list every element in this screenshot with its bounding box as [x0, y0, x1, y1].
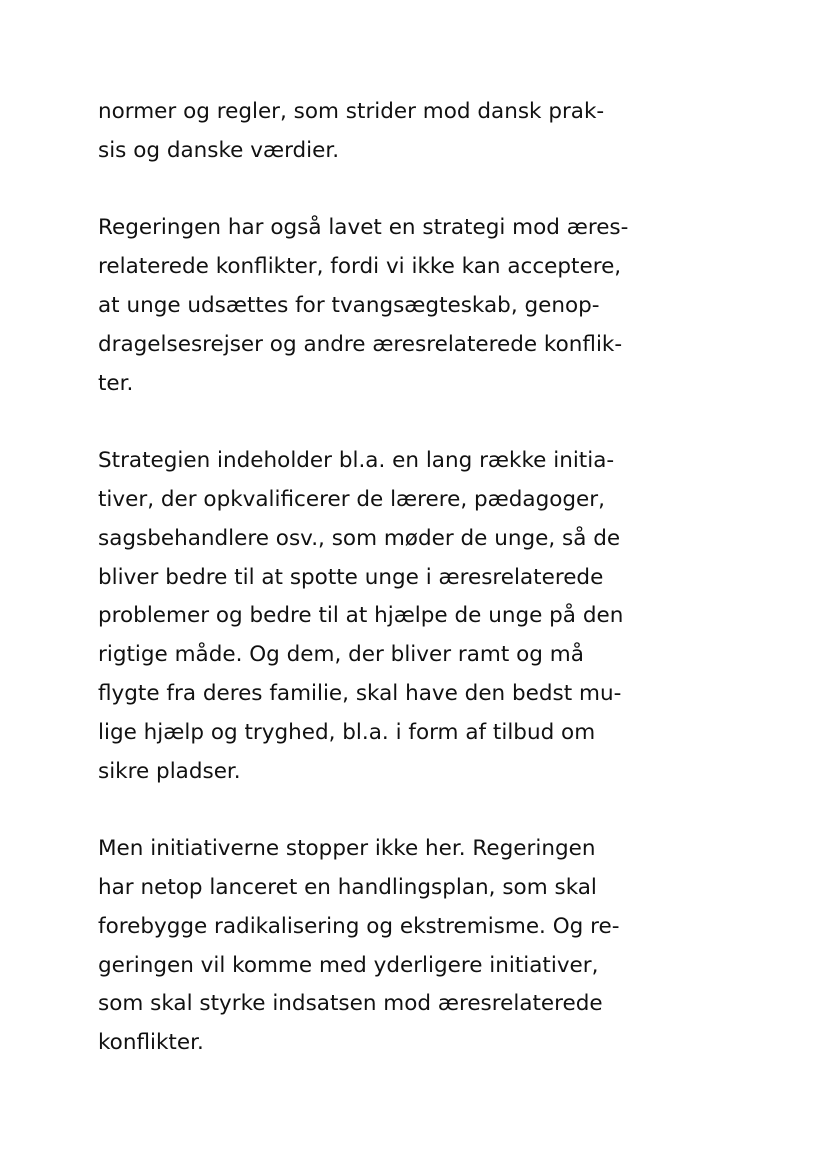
text-line: har netop lanceret en handlingsplan, som skal: [98, 874, 597, 900]
paragraph-2: [98, 209, 658, 403]
document-page: [98, 93, 658, 1063]
paragraph-3: [98, 442, 658, 791]
text-line: Men initiativerne stopper ikke her. Regeringen: [98, 836, 596, 862]
text-line: tiver, der opkvalificerer de lærere, pædagoger,: [98, 486, 605, 512]
text-line: geringen vil komme med yderligere initiativer,: [98, 952, 599, 978]
text-line: problemer og bedre til at hjælpe de unge på den: [98, 603, 624, 629]
text-line: Strategien indeholder bl.a. en lang række initia-: [98, 448, 615, 474]
text-line: flygte fra deres familie, skal have den bedst mu-: [98, 680, 622, 706]
text-line: Regeringen har også lavet en strategi mod æres-: [98, 215, 629, 241]
text-line: bliver bedre til at spotte unge i æresrelaterede: [98, 564, 604, 590]
paragraph-1: [98, 93, 658, 171]
text-line: at unge udsættes for tvangsægteskab, genop-: [98, 292, 600, 318]
paragraph-4: [98, 830, 658, 1063]
text-line: ter.: [98, 370, 134, 396]
text-line: dragelsesrejser og andre æresrelaterede konflik-: [98, 331, 623, 357]
text-line: forebygge radikalisering og ekstremisme. Og re-: [98, 913, 620, 939]
text-line: relaterede konflikter, fordi vi ikke kan acceptere,: [98, 254, 622, 280]
text-line: sikre pladser.: [98, 758, 241, 784]
text-line: rigtige måde. Og dem, der bliver ramt og må: [98, 642, 584, 668]
text-line: som skal styrke indsatsen mod æresrelaterede: [98, 991, 603, 1017]
text-line: sis og danske værdier.: [98, 137, 340, 163]
text-line: normer og regler, som strider mod dansk prak-: [98, 99, 605, 124]
text-line: lige hjælp og tryghed, bl.a. i form af tilbud om: [98, 719, 596, 745]
text-line: konflikter.: [98, 1030, 204, 1056]
text-line: sagsbehandlere osv., som møder de unge, så de: [98, 525, 621, 551]
